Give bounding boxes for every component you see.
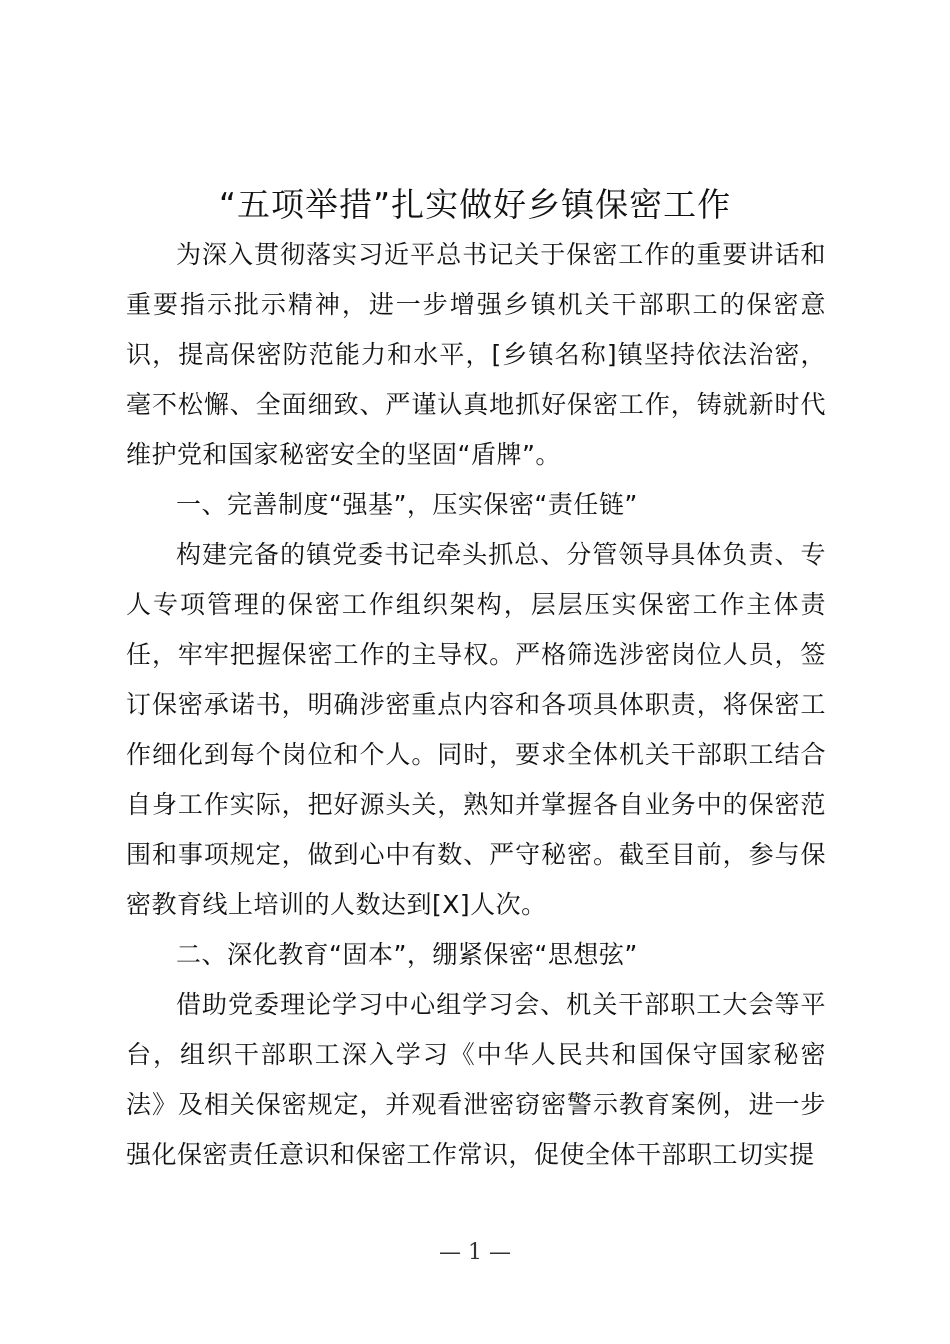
section-2-heading: 二、深化教育“固本”，绷紧保密“思想弦” (176, 940, 638, 969)
section-1-paragraph: 构建完备的镇党委书记牵头抓总、分管领导具体负责、专人专项管理的保密工作组织架构，层层压实保密工作主体责任，牢牢把握保密工作的主导权。严格筛选涉密岗位人员，签订保密承诺书，明确涉密重点内容和各项具体职责，将保密工作细化到每个岗位和个人。同时，要求全体机关干部职工结合自身工作实际，把好源头关，熟知并掌握各自业务中的保密范围和事项规定，做到心中有数、严守秘密。截至目前，参与保密教育线上培训的人数达到[X]人次。 (126, 540, 826, 919)
document-title: “五项举措”扎实做好乡镇保密工作 (218, 185, 732, 224)
document-body (126, 230, 826, 1180)
page-number: — 1 — (439, 1240, 511, 1265)
section-2-paragraph: 借助党委理论学习中心组学习会、机关干部职工大会等平台，组织干部职工深入学习《中华人民共和国保守国家秘密法》及相关保密规定，并观看泄密窃密警示教育案例，进一步强化保密责任意识和保密工作常识，促使全体干部职工切实提 (126, 990, 826, 1169)
intro-paragraph: 为深入贯彻落实习近平总书记关于保密工作的重要讲话和重要指示批示精神，进一步增强乡镇机关干部职工的保密意识，提高保密防范能力和水平，[乡镇名称]镇坚持依法治密，毫不松懈、全面细致、严谨认真地抓好保密工作，铸就新时代维护党和国家秘密安全的坚固“盾牌”。 (126, 240, 826, 469)
section-1-heading: 一、完善制度“强基”，压实保密“责任链” (176, 490, 638, 519)
